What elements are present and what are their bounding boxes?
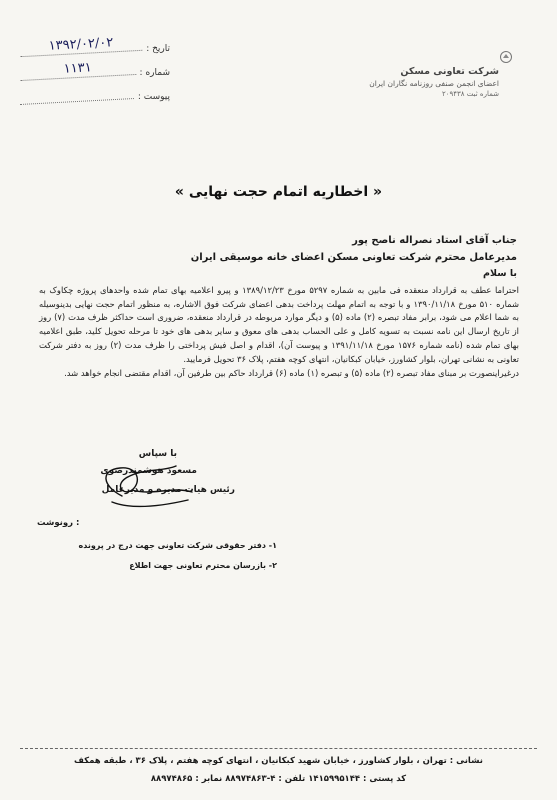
cc-block <box>37 516 517 570</box>
cc-item: ۲- بازرسان محترم تعاونی جهت اطلاع <box>129 561 277 570</box>
letter-meta <box>20 30 170 102</box>
date-row <box>20 30 170 54</box>
signatory-title: رئیس هیات مدیره و مدیرعامل <box>101 485 235 495</box>
addressee-name: جناب آقای استاد نصراله ناصح پور <box>352 235 517 246</box>
cc-list <box>37 536 277 576</box>
attachment-row <box>20 78 170 102</box>
letter-title: « اخطاریه اتمام حجت نهایی » <box>174 184 383 200</box>
date-value: ۱۳۹۲/۰۲/۰۲ <box>20 35 143 57</box>
letter-body <box>39 284 519 381</box>
closing: با سپاس <box>138 449 177 459</box>
date-label: تاریخ : <box>146 44 170 54</box>
signatory-name: مسعود هوشمندرضوی <box>100 466 197 476</box>
number-label: شماره : <box>139 68 170 78</box>
body-paragraph: احتراما عطف به قرارداد منعقده فی مابین به شماره ۵۲۹۷ مورخ ۱۳۸۹/۱۲/۲۳ و پیرو اعلامیه بهای تمام شده واحدهای پروژه چکاوک به شماره ۵۱۰ مورخ ۱۳۹۰/۱۱/۱۸ و با توجه به اتمام مهلت پرداخت بدهی اعضای شرکت فوق الاشاره، به منظور اتمام حجت نهایی بدینوسیله به شما اعلام می شود، برابر مفاد تبصره (۲) ماده (۵) و دیگر موارد مربوطه در قرارداد منعقده، ضروری است حداکثر ظرف مدت (۷) روز از تاریخ ارسال این نامه نسبت به تسویه کامل و علی الحساب بدهی های معوق و سایر بدهی های خود تا مرحله تحویل کلید، طبق اعلامیه بهای تمام شده (نامه شماره ۱۵۷۶ مورخ ۱۳۹۱/۱۱/۱۸ و پیوست آن)، اقدام و اصل فیش پرداختی را ظرف مدت (۲) روز به دفتر شرکت تعاونی به نشانی تهران، بلوار کشاورز، خیابان کبکانیان، انتهای کوچه هفتم، پلاک ۳۶ تحویل فرمایید. <box>39 285 520 364</box>
footer-address: نشانی : تهران ، بلوار کشاورز ، خیابان شهید کبکانیان ، انتهای کوچه هفتم ، پلاک ۳۶ ، طبقه همکف <box>74 756 483 766</box>
handwritten-signature <box>92 456 202 516</box>
attachment-value <box>20 97 134 105</box>
number-value: ۱۱۳۱ <box>20 59 136 81</box>
body-paragraph: درغیراینصورت بر مبنای مفاد تبصره (۲) ماده (۵) و تبصره (۱) ماده (۶) قرارداد حاکم بین طرفین آن، اقدام مقتضی انجام خواهد شد. <box>64 368 519 379</box>
company-logo-icon <box>499 50 513 64</box>
footer-divider <box>20 748 537 749</box>
company-name: شرکت تعاونی مسکن <box>400 66 499 77</box>
company-registration: شماره ثبت ۲۰۹۴۳۸ <box>441 90 499 98</box>
attachment-label: پیوست : <box>137 92 170 102</box>
greeting: با سلام <box>483 268 517 279</box>
number-row <box>20 54 170 78</box>
footer-contact: کد پستی : ۱۴۱۵۹۹۵۱۴۴ تلفن : ۴-۸۸۹۷۴۸۶۳ نمابر : ۸۸۹۷۴۸۶۵ <box>150 774 407 784</box>
company-subtitle: اعضای انجمن صنفی روزنامه نگاران ایران <box>369 79 499 88</box>
addressee-block <box>47 232 517 282</box>
cc-header: : رونوشت <box>37 518 80 528</box>
letterhead <box>309 66 499 98</box>
cc-item: ۱- دفتر حقوقی شرکت تعاونی جهت درج در پرونده <box>78 541 277 550</box>
addressee-position: مدیرعامل محترم شرکت تعاونی مسکن اعضای خانه موسیقی ایران <box>190 252 517 263</box>
